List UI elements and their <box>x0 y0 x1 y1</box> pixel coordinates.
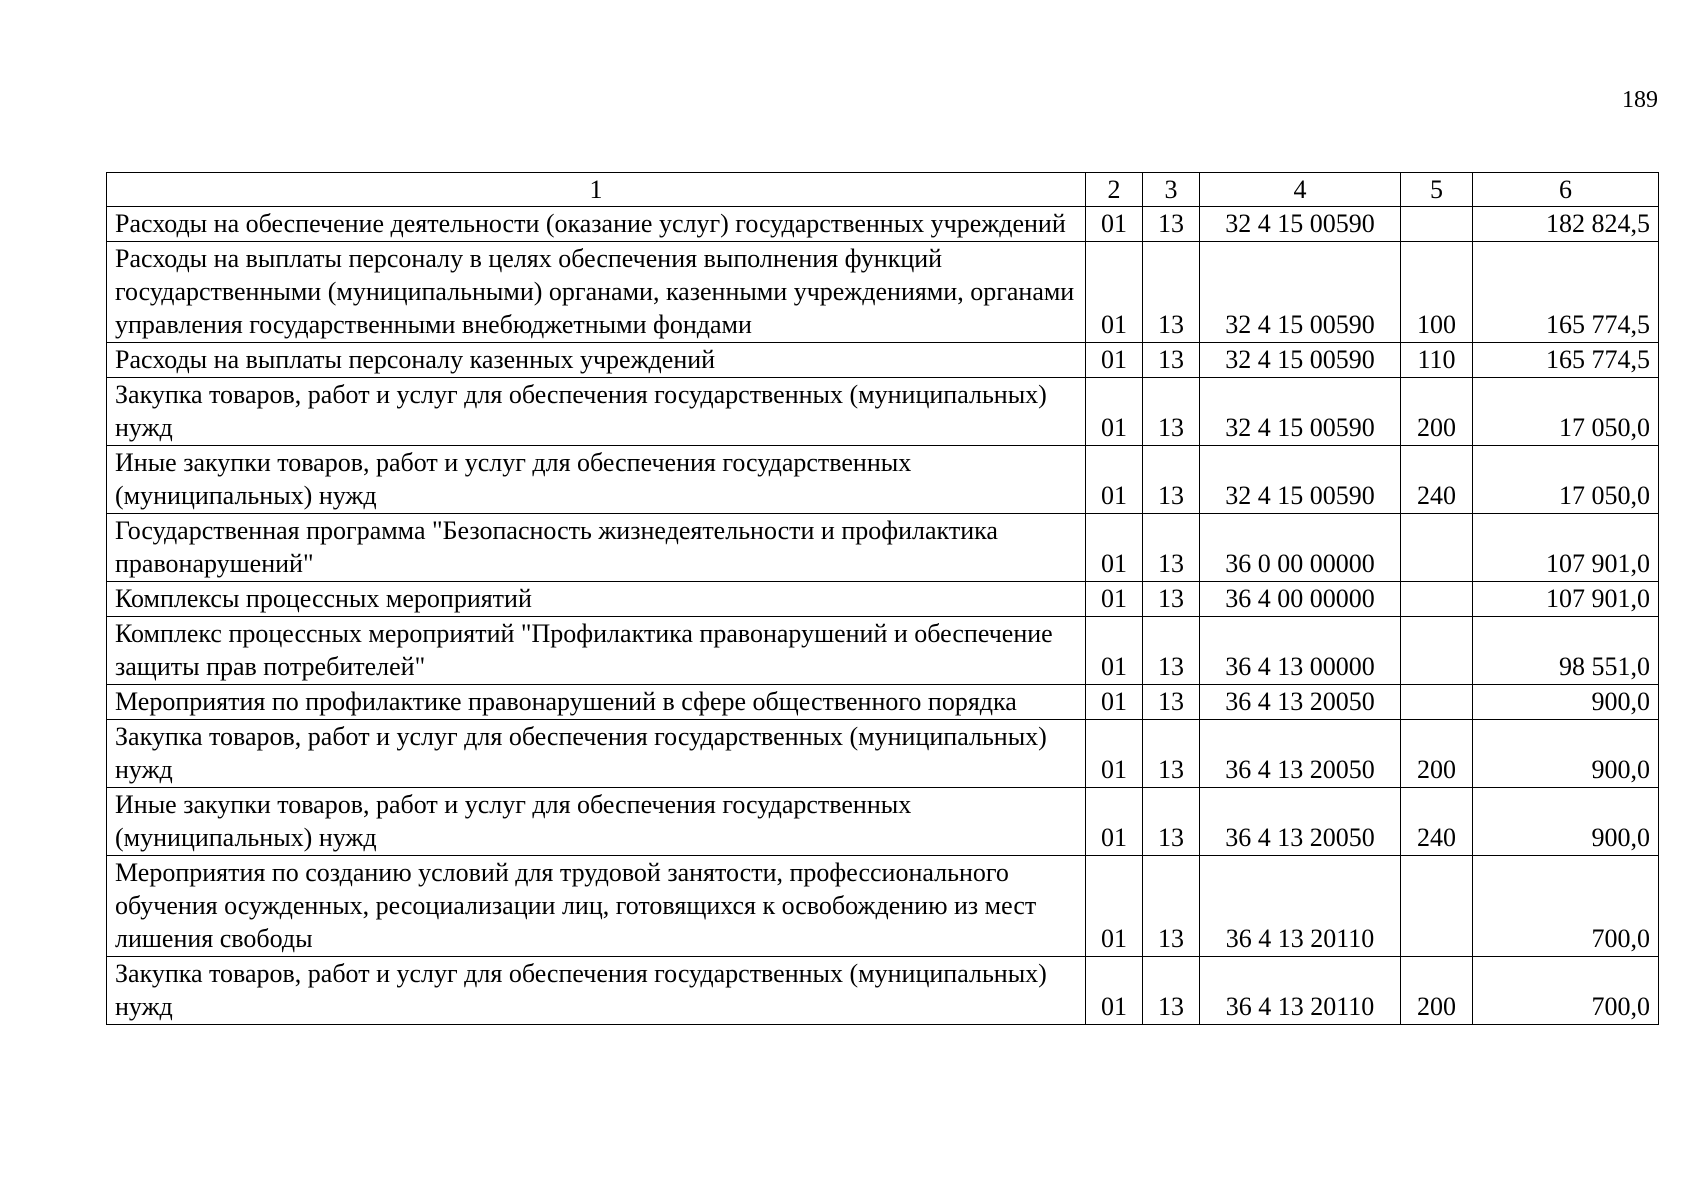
row-subsection: 13 <box>1143 242 1200 343</box>
row-section: 01 <box>1086 617 1143 685</box>
row-expense-type <box>1401 582 1473 617</box>
column-header-2: 2 <box>1086 173 1143 207</box>
row-target-article: 32 4 15 00590 <box>1200 242 1401 343</box>
column-header-3: 3 <box>1143 173 1200 207</box>
row-name: Закупка товаров, работ и услуг для обеспечения государственных (муниципальных) нужд <box>107 720 1086 788</box>
row-subsection: 13 <box>1143 582 1200 617</box>
row-name: Закупка товаров, работ и услуг для обеспечения государственных (муниципальных) нужд <box>107 957 1086 1025</box>
column-header-6: 6 <box>1473 173 1659 207</box>
row-target-article: 36 4 13 00000 <box>1200 617 1401 685</box>
table-row <box>107 514 1659 582</box>
row-target-article: 32 4 15 00590 <box>1200 378 1401 446</box>
row-expense-type <box>1401 207 1473 242</box>
row-target-article: 36 4 13 20050 <box>1200 788 1401 856</box>
row-subsection: 13 <box>1143 617 1200 685</box>
row-subsection: 13 <box>1143 446 1200 514</box>
row-section: 01 <box>1086 446 1143 514</box>
row-target-article: 36 4 13 20110 <box>1200 856 1401 957</box>
row-name: Иные закупки товаров, работ и услуг для обеспечения государственных (муниципальных) нужд <box>107 788 1086 856</box>
row-name: Иные закупки товаров, работ и услуг для обеспечения государственных (муниципальных) нужд <box>107 446 1086 514</box>
row-section: 01 <box>1086 242 1143 343</box>
row-expense-type <box>1401 617 1473 685</box>
row-section: 01 <box>1086 207 1143 242</box>
row-subsection: 13 <box>1143 720 1200 788</box>
row-amount: 900,0 <box>1473 788 1659 856</box>
row-section: 01 <box>1086 343 1143 378</box>
row-expense-type: 240 <box>1401 446 1473 514</box>
row-name: Комплекс процессных мероприятий "Профилактика правонарушений и обеспечение защиты прав потребителей" <box>107 617 1086 685</box>
row-section: 01 <box>1086 685 1143 720</box>
row-expense-type <box>1401 856 1473 957</box>
row-subsection: 13 <box>1143 378 1200 446</box>
row-section: 01 <box>1086 514 1143 582</box>
table-row <box>107 343 1659 378</box>
row-expense-type: 200 <box>1401 957 1473 1025</box>
row-section: 01 <box>1086 378 1143 446</box>
table-row <box>107 685 1659 720</box>
row-name: Мероприятия по созданию условий для трудовой занятости, профессионального обучения осужденных, ресоциализации лиц, готовящихся к освобождению из мест лишения свободы <box>107 856 1086 957</box>
table-row <box>107 617 1659 685</box>
row-expense-type <box>1401 514 1473 582</box>
column-header-4: 4 <box>1200 173 1401 207</box>
table-row <box>107 788 1659 856</box>
table-header-row <box>107 173 1659 207</box>
row-subsection: 13 <box>1143 207 1200 242</box>
row-expense-type: 110 <box>1401 343 1473 378</box>
row-section: 01 <box>1086 788 1143 856</box>
row-name: Закупка товаров, работ и услуг для обеспечения государственных (муниципальных) нужд <box>107 378 1086 446</box>
row-target-article: 32 4 15 00590 <box>1200 207 1401 242</box>
row-subsection: 13 <box>1143 685 1200 720</box>
column-header-1: 1 <box>107 173 1086 207</box>
table-row <box>107 582 1659 617</box>
row-target-article: 36 4 13 20050 <box>1200 685 1401 720</box>
row-expense-type: 200 <box>1401 378 1473 446</box>
row-subsection: 13 <box>1143 856 1200 957</box>
row-target-article: 32 4 15 00590 <box>1200 446 1401 514</box>
table-row <box>107 856 1659 957</box>
row-section: 01 <box>1086 856 1143 957</box>
row-name: Расходы на выплаты персоналу казенных учреждений <box>107 343 1086 378</box>
row-name: Комплексы процессных мероприятий <box>107 582 1086 617</box>
row-expense-type <box>1401 685 1473 720</box>
row-amount: 107 901,0 <box>1473 514 1659 582</box>
row-expense-type: 240 <box>1401 788 1473 856</box>
table-row <box>107 378 1659 446</box>
row-name: Расходы на выплаты персоналу в целях обеспечения выполнения функций государственными (муниципальными) органами, казенными учреждениями, органами управления государственными внебюджетными фондами <box>107 242 1086 343</box>
row-amount: 17 050,0 <box>1473 446 1659 514</box>
row-section: 01 <box>1086 720 1143 788</box>
row-target-article: 36 4 13 20110 <box>1200 957 1401 1025</box>
budget-table <box>106 172 1659 1025</box>
row-section: 01 <box>1086 957 1143 1025</box>
row-target-article: 36 0 00 00000 <box>1200 514 1401 582</box>
row-subsection: 13 <box>1143 514 1200 582</box>
row-amount: 107 901,0 <box>1473 582 1659 617</box>
row-expense-type: 100 <box>1401 242 1473 343</box>
row-amount: 98 551,0 <box>1473 617 1659 685</box>
row-name: Расходы на обеспечение деятельности (оказание услуг) государственных учреждений <box>107 207 1086 242</box>
row-amount: 17 050,0 <box>1473 378 1659 446</box>
row-name: Государственная программа "Безопасность жизнедеятельности и профилактика правонарушений" <box>107 514 1086 582</box>
row-amount: 165 774,5 <box>1473 343 1659 378</box>
row-target-article: 32 4 15 00590 <box>1200 343 1401 378</box>
row-section: 01 <box>1086 582 1143 617</box>
row-name: Мероприятия по профилактике правонарушений в сфере общественного порядка <box>107 685 1086 720</box>
row-expense-type: 200 <box>1401 720 1473 788</box>
table-row <box>107 957 1659 1025</box>
table-row <box>107 446 1659 514</box>
row-subsection: 13 <box>1143 788 1200 856</box>
row-target-article: 36 4 00 00000 <box>1200 582 1401 617</box>
table-body <box>107 207 1659 1025</box>
row-amount: 700,0 <box>1473 957 1659 1025</box>
page-number: 189 <box>1622 87 1658 113</box>
row-subsection: 13 <box>1143 957 1200 1025</box>
table-row <box>107 207 1659 242</box>
row-subsection: 13 <box>1143 343 1200 378</box>
row-amount: 700,0 <box>1473 856 1659 957</box>
table-row <box>107 242 1659 343</box>
table-row <box>107 720 1659 788</box>
row-target-article: 36 4 13 20050 <box>1200 720 1401 788</box>
column-header-5: 5 <box>1401 173 1473 207</box>
row-amount: 900,0 <box>1473 720 1659 788</box>
row-amount: 182 824,5 <box>1473 207 1659 242</box>
row-amount: 165 774,5 <box>1473 242 1659 343</box>
row-amount: 900,0 <box>1473 685 1659 720</box>
